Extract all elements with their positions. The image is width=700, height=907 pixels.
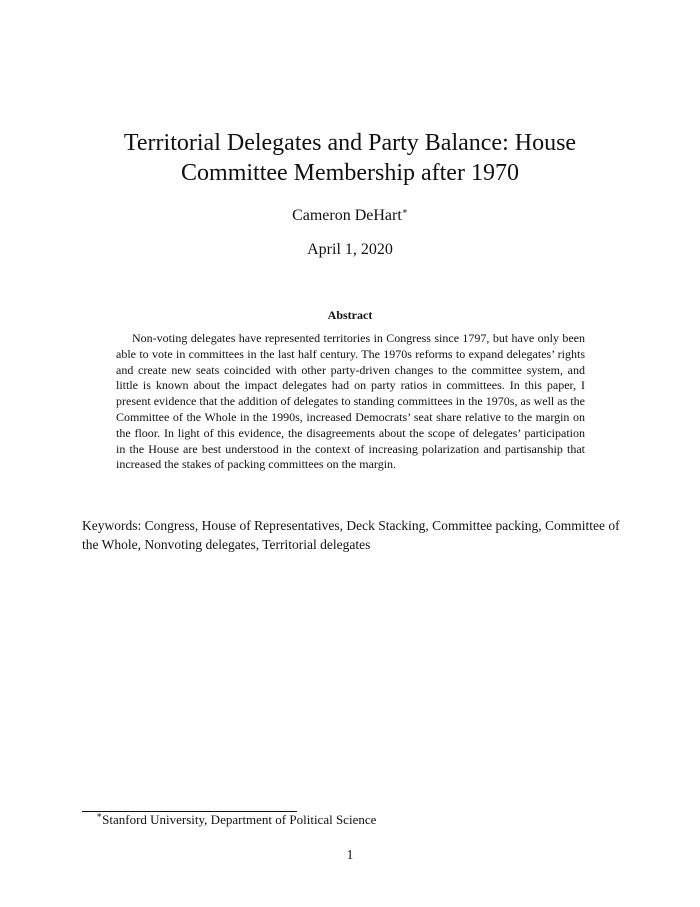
keywords-label: Keywords: — [82, 518, 142, 533]
abstract-heading: Abstract — [327, 308, 373, 322]
page-number: 1 — [346, 847, 354, 862]
author-name: Cameron DeHart — [292, 207, 402, 224]
keywords-text: Congress, House of Representatives, Deck Stacking, Committee packing, Committee of the Whole, Nonvoting delegates, Territorial delegates — [82, 518, 620, 552]
abstract-text: Non-voting delegates have represented territories in Congress since 1797, but have only been able to vote in committees in the last half century. The 1970s reforms to expand delegates’ rights and create new seats coincided with other party-driven changes to the committee system, and little is known about the impact delegates had on party ratios in committees. In this paper, I present evidence that the addition of delegates to standing committees in the 1970s, as well as the Committee of the Whole in the 1990s, increased Democrats’ seat share relative to the margin on the floor. In light of this evidence, the disagreements about the scope of delegates’ participation in the House are best understood in the context of increasing polarization and partisanship that increased the stakes of packing committees on the margin. — [116, 331, 585, 472]
paper-title: Territorial Delegates and Party Balance: House Committee Membership after 1970 — [123, 130, 577, 186]
footnote-mark: ∗ — [96, 810, 103, 820]
keywords — [82, 516, 620, 554]
footnote-text: Stanford University, Department of Political Science — [102, 812, 377, 827]
footnote — [96, 811, 596, 829]
author-footnote-mark: ∗ — [401, 206, 408, 216]
author-line — [0, 206, 700, 226]
paper-date: April 1, 2020 — [307, 241, 393, 258]
